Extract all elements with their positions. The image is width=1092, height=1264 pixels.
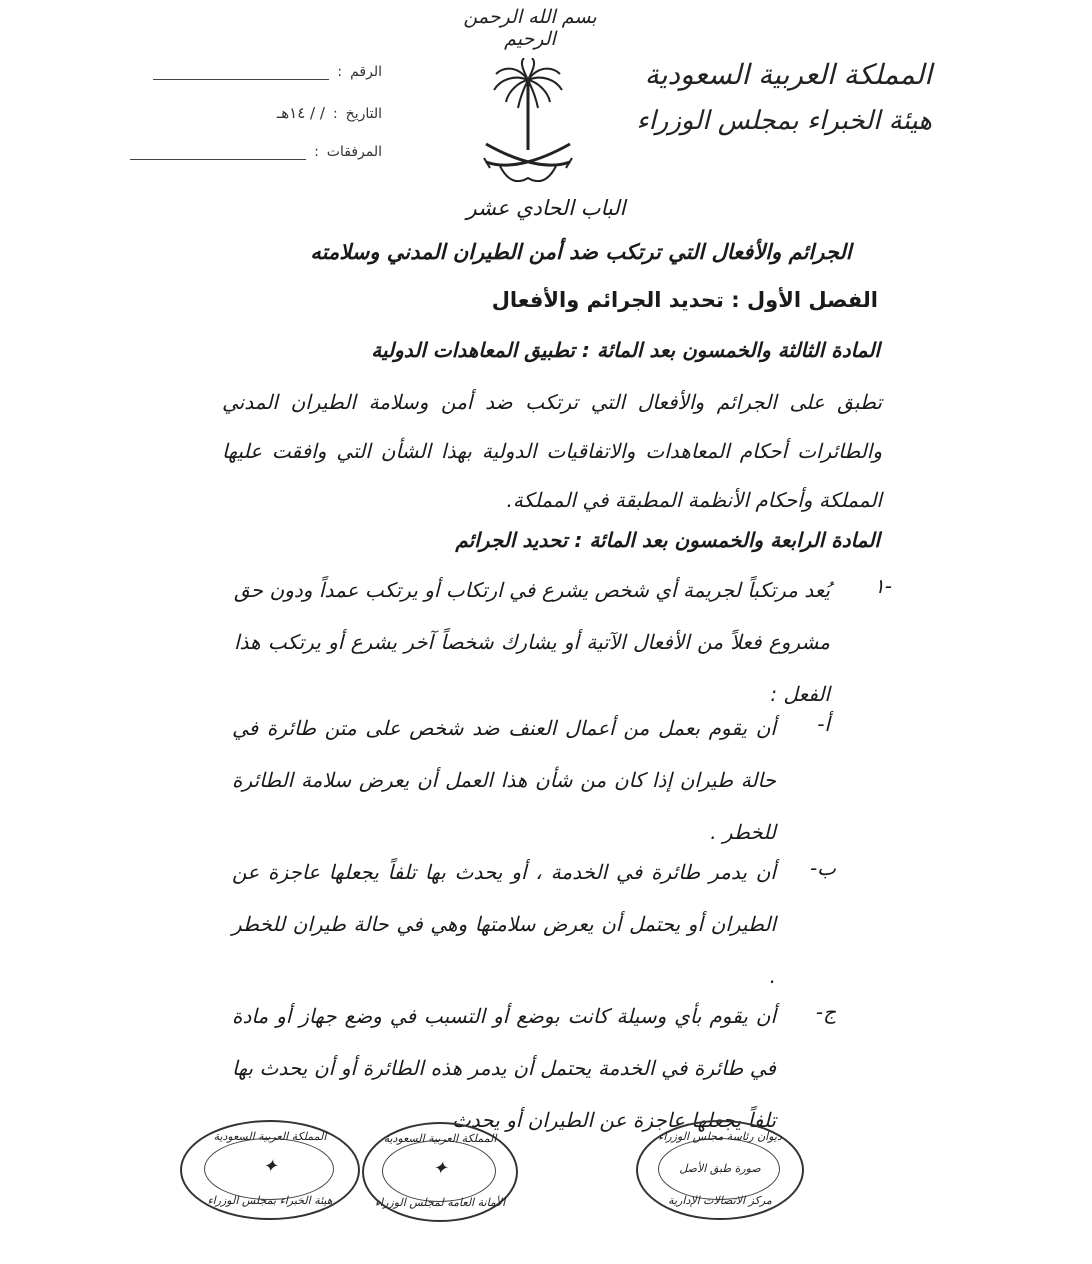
- stamp-emblem-icon: ✦: [432, 1158, 448, 1179]
- date-value: / / ١٤هـ: [276, 104, 325, 122]
- item-1-number: ١-: [874, 574, 892, 598]
- date-label: التاريخ: [345, 106, 382, 122]
- saudi-emblem-icon: [478, 58, 578, 188]
- authority-name: هيئة الخبراء بمجلس الوزراء: [636, 106, 932, 136]
- date-field: التاريخ : / / ١٤هـ: [149, 104, 382, 122]
- stamp-right-middle: صورة طبق الأصل: [679, 1162, 761, 1175]
- certified-copy-stamp: [636, 1120, 804, 1220]
- item-a-text: أن يقوم بعمل من أعمال العنف ضد شخص على متن طائرة في حالة طيران إذا كان من شأن هذا العمل أن يعرض سلامة الطائرة للخطر .: [232, 716, 776, 844]
- article-153-text: تطبق على الجرائم والأفعال التي ترتكب ضد أمن وسلامة الطيران المدني والطائرات أحكام المعاهدات والاتفاقيات الدولية بهذا الشأن التي وافقت عليها المملكة وأحكام الأنظمة المطبقة في المملكة.: [222, 390, 882, 512]
- article-153-title: المادة الثالثة والخمسون بعد المائة : تطبيق المعاهدات الدولية: [371, 338, 880, 362]
- ref-label: الرقم: [350, 64, 382, 80]
- item-1-text: يُعد مرتكباً لجريمة أي شخص يشرع في ارتكاب أو يرتكب عمداً ودون حق مشروع فعلاً من الأفعال الآتية أو يشارك شخصاً آخر يشرع أو يرتكب هذا الفعل :: [234, 578, 830, 706]
- stamp-middle-bottom: الأمانة العامة لمجلس الوزراء: [374, 1196, 506, 1209]
- section-title: الفصل الأول : تحديد الجرائم والأفعال: [491, 288, 878, 312]
- item-b-text: أن يدمر طائرة في الخدمة ، أو يحدث بها تلفاً يجعلها عاجزة عن الطيران أو يحتمل أن يعرض سلامتها وهي في حالة طيران للخطر .: [232, 860, 776, 988]
- attachments-label: المرفقات: [326, 144, 382, 160]
- stamp-left-top: المملكة العربية السعودية: [213, 1130, 327, 1143]
- attachments-line: [130, 145, 306, 160]
- stamp-emblem-icon: ✦: [262, 1156, 278, 1177]
- item-c-number: ج-: [815, 1000, 836, 1024]
- basmala: بسم الله الرحمن الرحيم: [463, 6, 597, 50]
- ref-line: [153, 65, 329, 80]
- attachments-field: المرفقات :: [130, 144, 382, 160]
- kingdom-name: المملكة العربية السعودية: [644, 58, 932, 91]
- stamp-middle-top: المملكة العربية السعودية: [383, 1132, 497, 1145]
- stamp-right-bottom: مركز الاتصالات الإدارية: [668, 1194, 772, 1207]
- secretariat-stamp: [362, 1122, 518, 1222]
- article-154-title: المادة الرابعة والخمسون بعد المائة : تحديد الجرائم: [455, 528, 880, 552]
- ref-field: الرقم :: [153, 64, 382, 80]
- letterhead: [636, 52, 932, 144]
- item-a-number: أ-: [817, 712, 830, 736]
- item-b-number: ب-: [809, 856, 836, 880]
- item-c-text: أن يقوم بأي وسيلة كانت بوضع أو التسبب في وضع جهاز أو مادة في طائرة في الخدمة يحتمل أن يدمر هذه الطائرة أو أن يحدث بها تلفاً يجعلها عاجزة عن الطيران أو يحدث: [232, 1004, 776, 1132]
- chapter-subtitle: الجرائم والأفعال التي ترتكب ضد أمن الطيران المدني وسلامته: [310, 240, 852, 264]
- chapter-title: الباب الحادي عشر: [466, 196, 626, 220]
- stamp-right-top: ديوان رئاسة مجلس الوزراء: [658, 1130, 782, 1143]
- authority-stamp: [180, 1120, 360, 1220]
- stamp-left-bottom: هيئة الخبراء بمجلس الوزراء: [207, 1194, 333, 1207]
